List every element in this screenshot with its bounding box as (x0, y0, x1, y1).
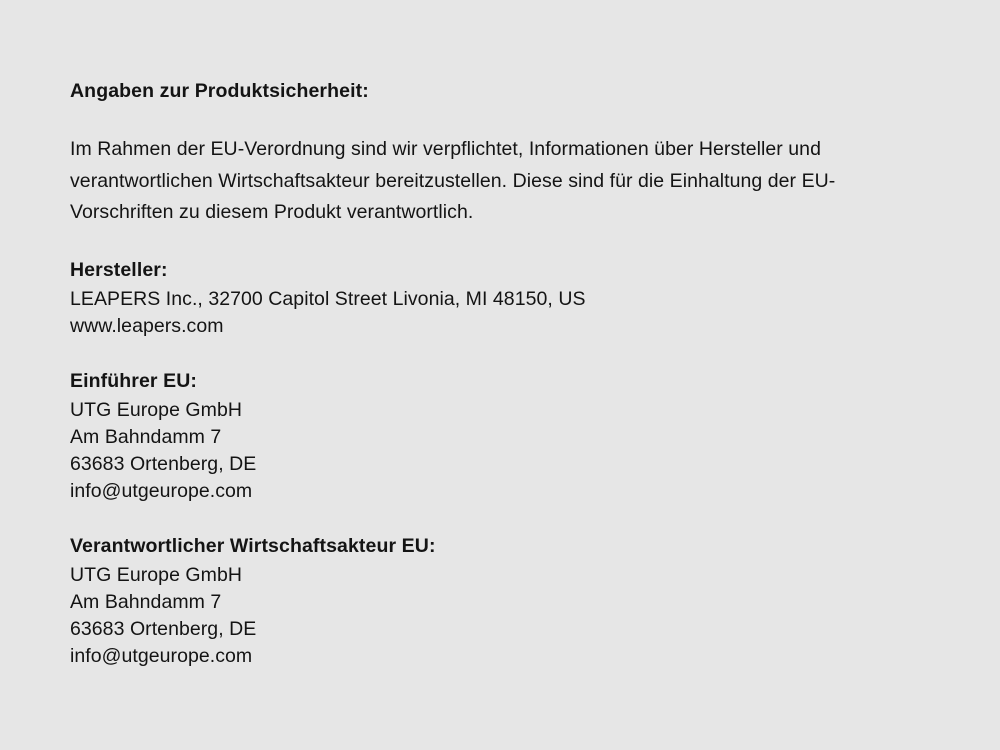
intro-paragraph: Im Rahmen der EU-Verordnung sind wir verpflichtet, Informationen über Hersteller und verantwortlichen Wirtschaftsakteur bereitzustellen. Diese sind für die Einhaltung der EU-Vorschriften zu diesem Produkt verantwortlich. (70, 138, 836, 224)
section-importer-line-3: 63683 Ortenberg, DE (70, 453, 257, 476)
section-responsible-operator (70, 533, 930, 670)
section-responsible-operator-line-3: 63683 Ortenberg, DE (70, 618, 257, 641)
spacer-before-manufacturer (70, 229, 930, 257)
section-manufacturer-heading: Hersteller: (70, 259, 168, 282)
section-responsible-operator-line-4: info@utgeurope.com (70, 645, 253, 668)
spacer-before-responsible-operator (70, 505, 930, 533)
section-responsible-operator-line-2: Am Bahndamm 7 (70, 591, 222, 614)
section-importer-line-2: Am Bahndamm 7 (70, 426, 222, 449)
section-manufacturer-line-2: www.leapers.com (70, 315, 224, 338)
spacer-before-importer (70, 340, 930, 368)
section-responsible-operator-heading: Verantwortlicher Wirtschaftsakteur EU: (70, 535, 436, 558)
section-manufacturer-line-1: LEAPERS Inc., 32700 Capitol Street Livonia, MI 48150, US (70, 288, 586, 311)
page-title: Angaben zur Produktsicherheit: (70, 80, 369, 102)
section-manufacturer (70, 257, 930, 340)
section-importer-line-1: UTG Europe GmbH (70, 399, 242, 422)
section-importer-line-4: info@utgeurope.com (70, 480, 253, 503)
section-importer-heading: Einführer EU: (70, 370, 197, 393)
spacer-after-title (70, 104, 930, 134)
section-responsible-operator-line-1: UTG Europe GmbH (70, 564, 242, 587)
section-importer (70, 368, 930, 505)
document-body (70, 78, 930, 670)
